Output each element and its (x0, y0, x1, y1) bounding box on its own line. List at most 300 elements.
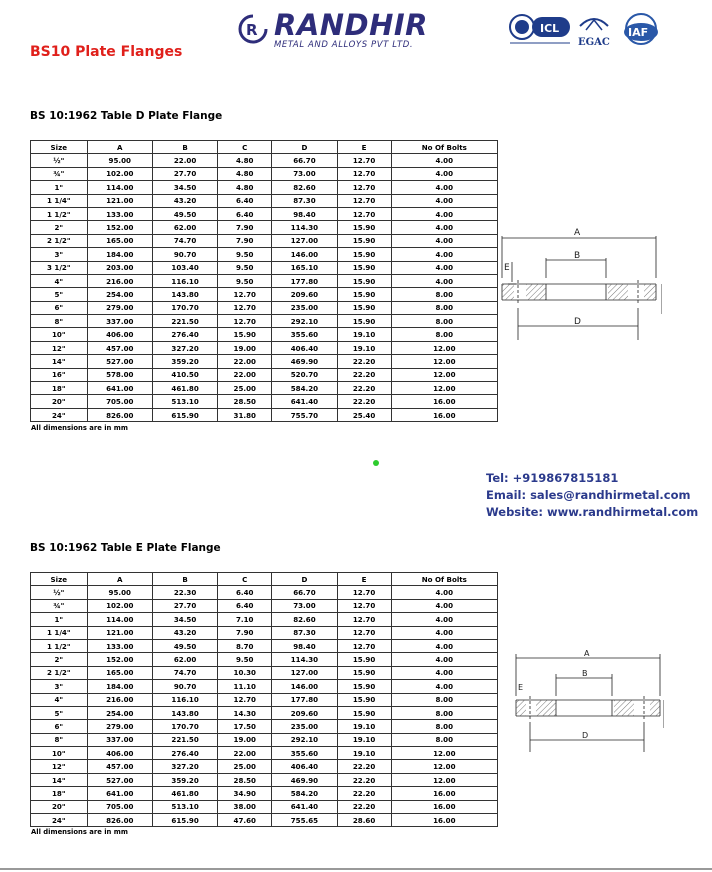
table-cell: 6" (31, 301, 88, 314)
table-cell: 95.00 (87, 154, 152, 167)
table-cell: 584.20 (272, 787, 337, 800)
table-cell: 121.00 (87, 194, 152, 207)
table-cell: 359.20 (152, 355, 217, 368)
table-cell: 4.00 (391, 599, 497, 612)
table-cell: 47.60 (218, 814, 272, 827)
table-cell: 5" (31, 706, 88, 719)
table-cell: 102.00 (87, 167, 152, 180)
contact-email[interactable]: Email: sales@randhirmetal.com (486, 488, 691, 502)
table-cell: 24" (31, 814, 88, 827)
table-cell: 15.90 (337, 301, 391, 314)
table-cell: 66.70 (272, 586, 337, 599)
table-cell: 16.00 (391, 408, 497, 421)
table-cell: 22.20 (337, 800, 391, 813)
table-cell: 4.00 (391, 639, 497, 652)
table-row (31, 680, 498, 693)
table-cell: 469.90 (272, 773, 337, 786)
table-cell: 12.70 (218, 301, 272, 314)
logo-mark-icon (238, 14, 268, 44)
table-cell: 66.70 (272, 154, 337, 167)
table-cell: 98.40 (272, 639, 337, 652)
table-cell: 2" (31, 221, 88, 234)
table-cell: 12.00 (391, 773, 497, 786)
table-cell: 177.80 (272, 274, 337, 287)
table-cell: 165.10 (272, 261, 337, 274)
table-cell: 292.10 (272, 733, 337, 746)
table-cell: 1" (31, 181, 88, 194)
table-cell: 4.00 (391, 221, 497, 234)
icl-certification-icon (508, 12, 574, 46)
table-cell: 4.00 (391, 194, 497, 207)
table-cell: 7.10 (218, 613, 272, 626)
table-cell: 22.20 (337, 787, 391, 800)
table-row (31, 706, 498, 719)
table-cell: 7.90 (218, 234, 272, 247)
table-cell: 4.00 (391, 626, 497, 639)
table-row (31, 626, 498, 639)
label-a: A (574, 228, 581, 238)
table-cell: 4.00 (391, 167, 497, 180)
table-cell: 1 1/2" (31, 207, 88, 220)
table-cell: 276.40 (152, 328, 217, 341)
table-cell: 31.80 (218, 408, 272, 421)
table-cell: 73.00 (272, 599, 337, 612)
table-cell: 133.00 (87, 207, 152, 220)
table-cell: 170.70 (152, 720, 217, 733)
dimensions-note: All dimensions are in mm (31, 424, 128, 432)
cert-iaf-label: IAF (628, 26, 649, 39)
table-cell: 12.70 (337, 194, 391, 207)
table-cell: 8.70 (218, 639, 272, 652)
table-row (31, 382, 498, 395)
table-cell: 25.00 (218, 382, 272, 395)
table-row (31, 288, 498, 301)
table-cell: 19.00 (218, 733, 272, 746)
table-cell: 62.00 (152, 221, 217, 234)
brand-name: RANDHIR (274, 8, 429, 42)
table-cell: 15.90 (337, 315, 391, 328)
table-row (31, 747, 498, 760)
table-cell: 4" (31, 693, 88, 706)
table-cell: 49.50 (152, 207, 217, 220)
table-cell: 3" (31, 680, 88, 693)
table-cell: 1 1/2" (31, 639, 88, 652)
table-cell: 34.90 (218, 787, 272, 800)
table-cell: 4.00 (391, 154, 497, 167)
table-cell: 203.00 (87, 261, 152, 274)
table-cell: 755.70 (272, 408, 337, 421)
company-logo (238, 8, 438, 54)
table-cell: 184.00 (87, 680, 152, 693)
table-cell: 133.00 (87, 639, 152, 652)
table-cell: 641.00 (87, 382, 152, 395)
table-cell: 4.00 (391, 261, 497, 274)
table-cell: 1 1/4" (31, 626, 88, 639)
table-cell: 527.00 (87, 355, 152, 368)
table-cell: 826.00 (87, 408, 152, 421)
table-cell: 337.00 (87, 733, 152, 746)
contact-website[interactable]: Website: www.randhirmetal.com (486, 505, 699, 519)
table-cell: 16" (31, 368, 88, 381)
table-header-row (31, 573, 498, 586)
table-cell: 15.90 (337, 234, 391, 247)
table-cell: 406.00 (87, 747, 152, 760)
table-cell: 4.00 (391, 680, 497, 693)
table-cell: 15.90 (337, 248, 391, 261)
table-row (31, 639, 498, 652)
table-cell: 25.00 (218, 760, 272, 773)
table-cell: 43.20 (152, 194, 217, 207)
table-cell: 8.00 (391, 733, 497, 746)
table-cell: 38.00 (218, 800, 272, 813)
table-cell: 406.40 (272, 341, 337, 354)
table-cell: 292.10 (272, 315, 337, 328)
table-cell: 705.00 (87, 800, 152, 813)
table-cell: 7.90 (218, 221, 272, 234)
table-row (31, 274, 498, 287)
logo-mark-letter: R (246, 21, 258, 39)
table-cell: 584.20 (272, 382, 337, 395)
table-cell: 279.00 (87, 720, 152, 733)
section-title-table-e: BS 10:1962 Table E Plate Flange (30, 542, 221, 554)
table-cell: 24" (31, 408, 88, 421)
table-row (31, 328, 498, 341)
table-row (31, 221, 498, 234)
table-cell: 114.00 (87, 181, 152, 194)
table-cell: 12" (31, 341, 88, 354)
table-row (31, 248, 498, 261)
table-cell: 22.20 (337, 355, 391, 368)
table-cell: 4.00 (391, 586, 497, 599)
table-row (31, 234, 498, 247)
table-cell: 4.00 (391, 666, 497, 679)
page-title: BS10 Plate Flanges (30, 44, 183, 60)
table-cell: 22.20 (337, 368, 391, 381)
table-row (31, 773, 498, 786)
table-cell: 254.00 (87, 706, 152, 719)
flange-diagram-table-e (512, 650, 664, 754)
column-header: C (218, 141, 272, 154)
table-row (31, 341, 498, 354)
table-cell: 184.00 (87, 248, 152, 261)
table-cell: 513.10 (152, 800, 217, 813)
table-cell: 8.00 (391, 328, 497, 341)
table-cell: 1" (31, 613, 88, 626)
table-cell: 152.00 (87, 653, 152, 666)
label-e: E (504, 263, 510, 273)
table-cell: 12.00 (391, 341, 497, 354)
table-cell: 95.00 (87, 586, 152, 599)
table-cell: 12.00 (391, 382, 497, 395)
table-cell: 9.50 (218, 261, 272, 274)
table-cell: 4.00 (391, 274, 497, 287)
table-cell: 87.30 (272, 194, 337, 207)
table-cell: 276.40 (152, 747, 217, 760)
table-cell: 19.10 (337, 720, 391, 733)
table-cell: 114.30 (272, 653, 337, 666)
table-cell: 22.00 (218, 747, 272, 760)
table-row (31, 653, 498, 666)
table-cell: 15.90 (337, 693, 391, 706)
table-cell: 15.90 (337, 274, 391, 287)
table-cell: 12.00 (391, 355, 497, 368)
table-cell: 27.70 (152, 167, 217, 180)
table-cell: 22.20 (337, 395, 391, 408)
table-row (31, 693, 498, 706)
table-cell: 12.70 (337, 181, 391, 194)
table-cell: 15.90 (337, 680, 391, 693)
table-cell: 6" (31, 720, 88, 733)
label-b: B (574, 251, 581, 261)
table-cell: 22.00 (218, 368, 272, 381)
table-row (31, 207, 498, 220)
column-header: E (337, 141, 391, 154)
table-row (31, 800, 498, 813)
table-cell: 4.00 (391, 248, 497, 261)
table-cell: 5" (31, 288, 88, 301)
table-cell: 2 1/2" (31, 666, 88, 679)
table-cell: 461.80 (152, 382, 217, 395)
table-row (31, 395, 498, 408)
dimensions-note: All dimensions are in mm (31, 828, 128, 836)
table-cell: 615.90 (152, 408, 217, 421)
table-cell: 221.50 (152, 315, 217, 328)
table-e-plate-flange (30, 572, 498, 827)
table-cell: 615.90 (152, 814, 217, 827)
table-cell: 16.00 (391, 814, 497, 827)
table-cell: 127.00 (272, 234, 337, 247)
column-header: No Of Bolts (391, 141, 497, 154)
table-cell: 8.00 (391, 720, 497, 733)
table-cell: 7.90 (218, 626, 272, 639)
column-header: No Of Bolts (391, 573, 497, 586)
table-cell: 14" (31, 773, 88, 786)
table-cell: 1 1/4" (31, 194, 88, 207)
table-cell: 90.70 (152, 680, 217, 693)
table-cell: 17.50 (218, 720, 272, 733)
table-cell: 254.00 (87, 288, 152, 301)
table-cell: 457.00 (87, 760, 152, 773)
table-row (31, 408, 498, 421)
table-cell: 14" (31, 355, 88, 368)
table-row (31, 194, 498, 207)
table-cell: 12.00 (391, 747, 497, 760)
table-cell: 8.00 (391, 706, 497, 719)
table-cell: 28.50 (218, 395, 272, 408)
table-cell: 513.10 (152, 395, 217, 408)
table-cell: 90.70 (152, 248, 217, 261)
table-cell: 28.60 (337, 814, 391, 827)
table-cell: 221.50 (152, 733, 217, 746)
table-cell: 2" (31, 653, 88, 666)
column-header: Size (31, 573, 88, 586)
table-cell: 18" (31, 382, 88, 395)
table-cell: 527.00 (87, 773, 152, 786)
table-cell: 62.00 (152, 653, 217, 666)
table-cell: 6.40 (218, 599, 272, 612)
table-cell: 10.30 (218, 666, 272, 679)
table-cell: 20" (31, 800, 88, 813)
table-row (31, 599, 498, 612)
table-cell: 177.80 (272, 693, 337, 706)
table-cell: 25.40 (337, 408, 391, 421)
table-row (31, 586, 498, 599)
table-cell: 15.90 (337, 261, 391, 274)
table-cell: 12.70 (337, 613, 391, 626)
section-title-table-d: BS 10:1962 Table D Plate Flange (30, 110, 223, 122)
table-cell: 355.60 (272, 328, 337, 341)
table-cell: 19.10 (337, 733, 391, 746)
cert-icl-label: ICL (540, 22, 560, 35)
table-cell: 143.80 (152, 288, 217, 301)
table-cell: 116.10 (152, 274, 217, 287)
table-cell: 8" (31, 315, 88, 328)
table-cell: 103.40 (152, 261, 217, 274)
table-cell: 49.50 (152, 639, 217, 652)
column-header: Size (31, 141, 88, 154)
table-cell: 216.00 (87, 274, 152, 287)
table-row (31, 167, 498, 180)
table-cell: 34.50 (152, 181, 217, 194)
table-cell: 12.70 (218, 315, 272, 328)
table-cell: 15.90 (337, 288, 391, 301)
table-cell: 4" (31, 274, 88, 287)
table-cell: 143.80 (152, 706, 217, 719)
table-cell: 327.20 (152, 341, 217, 354)
table-cell: 127.00 (272, 666, 337, 679)
table-cell: 15.90 (337, 666, 391, 679)
egac-certification-icon (572, 12, 616, 48)
bottom-divider (0, 868, 712, 870)
table-cell: 19.10 (337, 328, 391, 341)
table-cell: 43.20 (152, 626, 217, 639)
table-cell: 4.00 (391, 234, 497, 247)
table-d-plate-flange (30, 140, 498, 422)
table-cell: 12.70 (218, 693, 272, 706)
table-cell: 19.10 (337, 747, 391, 760)
table-row (31, 261, 498, 274)
table-cell: 27.70 (152, 599, 217, 612)
table-cell: 15.90 (337, 706, 391, 719)
column-header: C (218, 573, 272, 586)
table-cell: 4.80 (218, 181, 272, 194)
table-cell: 15.90 (218, 328, 272, 341)
table-cell: 4.00 (391, 613, 497, 626)
table-cell: 9.50 (218, 274, 272, 287)
table-cell: 12.70 (337, 167, 391, 180)
column-header: D (272, 573, 337, 586)
table-cell: 8.00 (391, 288, 497, 301)
table-cell: 359.20 (152, 773, 217, 786)
table-cell: 755.65 (272, 814, 337, 827)
table-row (31, 355, 498, 368)
column-header: B (152, 141, 217, 154)
table-cell: 15.90 (337, 653, 391, 666)
table-cell: 4.00 (391, 207, 497, 220)
table-cell: 235.00 (272, 301, 337, 314)
table-cell: 98.40 (272, 207, 337, 220)
table-cell: 641.00 (87, 787, 152, 800)
table-cell: 82.60 (272, 181, 337, 194)
label-a: A (584, 650, 590, 658)
table-row (31, 720, 498, 733)
table-cell: 34.50 (152, 613, 217, 626)
table-cell: 461.80 (152, 787, 217, 800)
table-cell: ¾" (31, 167, 88, 180)
table-cell: 8.00 (391, 301, 497, 314)
table-cell: 578.00 (87, 368, 152, 381)
table-cell: 114.30 (272, 221, 337, 234)
table-cell: ½" (31, 586, 88, 599)
table-cell: 102.00 (87, 599, 152, 612)
column-header: E (337, 573, 391, 586)
table-cell: 2 1/2" (31, 234, 88, 247)
table-cell: 641.40 (272, 395, 337, 408)
table-cell: 9.50 (218, 248, 272, 261)
table-cell: 12.70 (337, 586, 391, 599)
table-cell: 279.00 (87, 301, 152, 314)
table-row (31, 181, 498, 194)
label-d: D (574, 317, 581, 327)
table-cell: 6.40 (218, 207, 272, 220)
contact-block (486, 470, 698, 521)
table-cell: 3" (31, 248, 88, 261)
table-cell: 12" (31, 760, 88, 773)
column-header: A (87, 141, 152, 154)
table-cell: 410.50 (152, 368, 217, 381)
brand-subtitle: METAL AND ALLOYS PVT LTD. (274, 40, 414, 50)
table-cell: 16.00 (391, 800, 497, 813)
table-cell: 641.40 (272, 800, 337, 813)
cert-egac-label: EGAC (578, 37, 610, 48)
table-header-row (31, 141, 498, 154)
column-header: A (87, 573, 152, 586)
table-cell: 19.10 (337, 341, 391, 354)
table-row (31, 154, 498, 167)
contact-tel[interactable]: Tel: +919867815181 (486, 471, 619, 485)
table-cell: 355.60 (272, 747, 337, 760)
table-cell: 6.40 (218, 586, 272, 599)
table-row (31, 666, 498, 679)
table-cell: 74.70 (152, 666, 217, 679)
table-row (31, 760, 498, 773)
table-cell: 16.00 (391, 787, 497, 800)
table-cell: 20" (31, 395, 88, 408)
table-cell: 73.00 (272, 167, 337, 180)
iaf-certification-icon (618, 12, 664, 46)
column-header: B (152, 573, 217, 586)
table-cell: 6.40 (218, 194, 272, 207)
table-cell: 12.70 (337, 639, 391, 652)
table-cell: 3 1/2" (31, 261, 88, 274)
table-cell: 12.70 (337, 154, 391, 167)
table-cell: 15.90 (337, 221, 391, 234)
table-cell: 22.20 (337, 760, 391, 773)
table-cell: 337.00 (87, 315, 152, 328)
table-cell: 114.00 (87, 613, 152, 626)
table-cell: 327.20 (152, 760, 217, 773)
table-cell: 165.00 (87, 234, 152, 247)
table-cell: 19.00 (218, 341, 272, 354)
table-cell: 826.00 (87, 814, 152, 827)
table-cell: 12.70 (337, 207, 391, 220)
table-cell: 8.00 (391, 315, 497, 328)
table-cell: 16.00 (391, 395, 497, 408)
table-row (31, 787, 498, 800)
table-cell: 457.00 (87, 341, 152, 354)
table-cell: 8.00 (391, 693, 497, 706)
table-cell: 28.50 (218, 773, 272, 786)
